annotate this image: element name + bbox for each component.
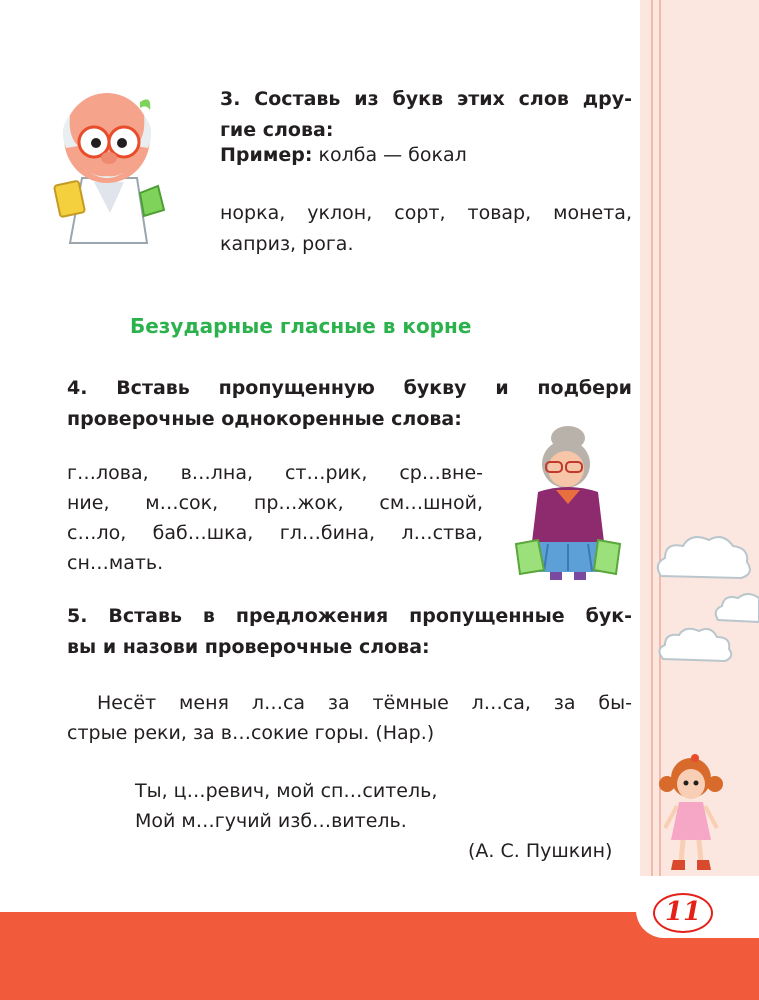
professor-illustration [52, 78, 170, 248]
section-heading: Безударные гласные в корне [130, 314, 472, 338]
task3-words-line2: каприз, рога. [220, 233, 354, 255]
task4-title-line1: 4. Вставь пропущенную букву и подбери [67, 377, 632, 399]
girl-illustration [655, 752, 727, 874]
task5-sentence-line1: Несёт меня л…са за тёмные л…са, за бы- [97, 692, 632, 714]
cloud-icon [712, 588, 759, 628]
example-text: колба — бокал [318, 144, 467, 166]
task4-words-line1: г…лова, в…лна, ст…рик, ср…вне- [67, 462, 483, 484]
task4-words-line3: с…ло, баб…шка, гл…бина, л…ства, [67, 522, 483, 544]
task4-title-line2: проверочные однокоренные слова: [67, 408, 462, 430]
task4-words-line2: ние, м…сок, пр…жок, см…шной, [67, 492, 483, 514]
cloud-icon [651, 528, 756, 588]
example-label: Пример: [220, 144, 313, 166]
task5-title-line1: 5. Вставь в предложения пропущенные бук- [67, 605, 632, 627]
grandmother-illustration [508, 424, 630, 586]
page-number: 11 [653, 893, 713, 933]
task4-words-line4: сн…мать. [67, 552, 164, 574]
margin-line [651, 0, 653, 912]
task3-title-line2: гие слова: [220, 119, 334, 141]
poem-line1: Ты, ц…ревич, мой сп…ситель, [135, 780, 438, 802]
task5-title-line2: вы и назови проверочные слова: [67, 636, 430, 658]
task3-example [220, 140, 467, 171]
task5-sentence-line2: стрые реки, за в…сокие горы. (Нар.) [67, 722, 435, 744]
cloud-icon [655, 623, 735, 667]
attribution: (А. С. Пушкин) [468, 840, 613, 862]
poem-line2: Мой м…гучий изб…витель. [135, 810, 407, 832]
task3-words-line1: норка, уклон, сорт, товар, монета, [220, 202, 632, 224]
task3-title-line1: 3. Составь из букв этих слов дру- [220, 88, 632, 110]
